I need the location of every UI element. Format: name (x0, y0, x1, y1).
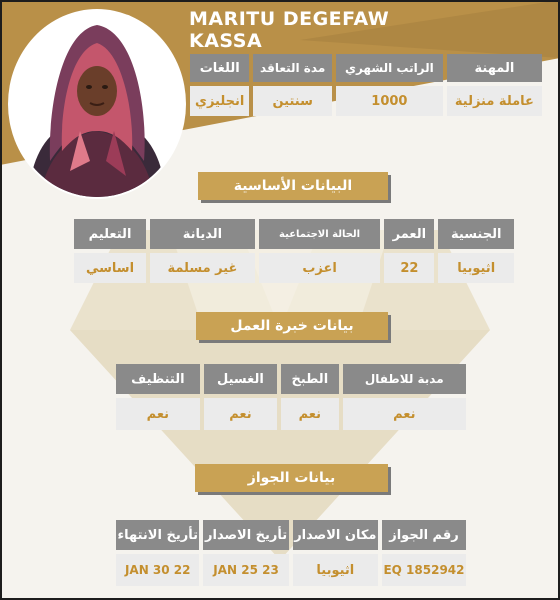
value-nationality: اثيوبيا (438, 253, 514, 283)
value-laundry: نعم (204, 398, 277, 430)
value-marital-status: اعزب (259, 253, 380, 283)
profile-photo (10, 11, 184, 197)
section-basic-info: البيانات الأساسية (198, 172, 388, 200)
header-cooking: الطبخ (281, 364, 338, 394)
table-row (190, 86, 542, 116)
value-education: اساسي (74, 253, 146, 283)
table-row (116, 398, 466, 430)
value-salary: 1000 (336, 86, 443, 116)
table-header-row (116, 520, 466, 550)
header-languages: اللغات (190, 54, 249, 82)
section-passport: بيانات الجواز (195, 464, 388, 492)
header-salary: الراتب الشهري (336, 54, 443, 82)
value-languages: انجليزي (190, 86, 249, 116)
header-issue-date: تأريخ الاصدار (203, 520, 288, 550)
person-portrait-icon (10, 11, 184, 197)
header-laundry: الغسيل (204, 364, 277, 394)
table-row (116, 554, 466, 586)
header-age: العمر (384, 219, 434, 249)
value-cleaning: نعم (116, 398, 200, 430)
value-issue-date: JAN 25 23 (203, 554, 288, 586)
value-issue-place: اثيوبيا (293, 554, 378, 586)
value-passport-number: EQ 1852942 (382, 554, 466, 586)
value-childcare: نعم (343, 398, 466, 430)
basic-info-table (70, 215, 518, 287)
passport-table (112, 516, 470, 590)
header-contract-duration: مدة التعاقد (253, 54, 332, 82)
work-experience-table (112, 360, 470, 434)
job-info-table (186, 50, 546, 120)
candidate-name: MARITU DEGEFAW KASSA (189, 8, 390, 52)
header-cleaning: التنظيف (116, 364, 200, 394)
value-contract-duration: سنتين (253, 86, 332, 116)
header-issue-place: مكان الاصدار (293, 520, 378, 550)
header-education: التعليم (74, 219, 146, 249)
header-expiry-date: تأريخ الانتهاء (116, 520, 199, 550)
value-age: 22 (384, 253, 434, 283)
header-nationality: الجنسية (438, 219, 514, 249)
value-profession: عاملة منزلية (447, 86, 542, 116)
table-header-row (190, 54, 542, 82)
value-cooking: نعم (281, 398, 338, 430)
header-passport-number: رقم الجواز (382, 520, 466, 550)
header-marital-status: الحالة الاجتماعية (259, 219, 380, 249)
header-profession: المهنة (447, 54, 542, 82)
header-religion: الديانة (150, 219, 255, 249)
table-header-row (116, 364, 466, 394)
value-expiry-date: JAN 30 22 (116, 554, 199, 586)
table-header-row (74, 219, 514, 249)
header-childcare: مدبة للاطفال (343, 364, 466, 394)
section-work-experience: بيانات خبرة العمل (196, 312, 388, 340)
table-row (74, 253, 514, 283)
value-religion: غير مسلمة (150, 253, 255, 283)
